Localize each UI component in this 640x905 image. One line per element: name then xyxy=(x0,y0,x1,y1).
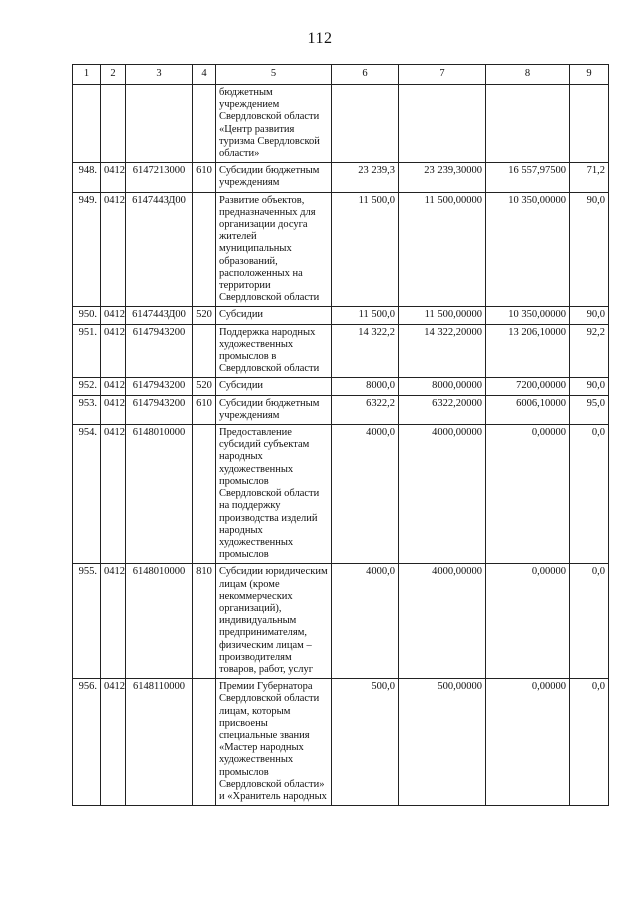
row-name: Предоставление субсидий субъектам народных художественных промыслов Свердловской области на поддержку производства изделий народных художественных промыслов xyxy=(216,425,332,564)
row-value-6: 14 322,2 xyxy=(332,324,399,378)
row-value-9: 0,0 xyxy=(570,679,609,806)
table-row xyxy=(73,85,609,163)
row-value-9: 0,0 xyxy=(570,564,609,679)
row-value-6: 4000,0 xyxy=(332,425,399,564)
table-row xyxy=(73,564,609,679)
row-name: Субсидии xyxy=(216,307,332,324)
row-value-7: 6322,20000 xyxy=(399,395,486,424)
row-value-7: 11 500,00000 xyxy=(399,192,486,307)
row-value-6: 23 239,3 xyxy=(332,163,399,192)
header-col-3: 3 xyxy=(126,65,193,85)
row-value-9: 90,0 xyxy=(570,192,609,307)
row-value-8: 6006,10000 xyxy=(486,395,570,424)
row-value-6: 11 500,0 xyxy=(332,192,399,307)
row-expense-type: 520 xyxy=(193,378,216,395)
row-value-8: 7200,00000 xyxy=(486,378,570,395)
row-number: 951. xyxy=(73,324,101,378)
row-value-7: 23 239,30000 xyxy=(399,163,486,192)
row-value-6: 4000,0 xyxy=(332,564,399,679)
table-row xyxy=(73,307,609,324)
row-number: 954. xyxy=(73,425,101,564)
header-col-9: 9 xyxy=(570,65,609,85)
row-value-7: 14 322,20000 xyxy=(399,324,486,378)
header-col-1: 1 xyxy=(73,65,101,85)
row-section: 0412 xyxy=(101,564,126,679)
row-value-9: 90,0 xyxy=(570,307,609,324)
row-section: 0412 xyxy=(101,192,126,307)
row-value-9: 92,2 xyxy=(570,324,609,378)
row-value-8: 16 557,97500 xyxy=(486,163,570,192)
row-value-8: 13 206,10000 xyxy=(486,324,570,378)
header-col-2: 2 xyxy=(101,65,126,85)
row-section: 0412 xyxy=(101,324,126,378)
row-expense-type: 610 xyxy=(193,395,216,424)
row-value-8: 0,00000 xyxy=(486,679,570,806)
row-value-7: 11 500,00000 xyxy=(399,307,486,324)
header-col-8: 8 xyxy=(486,65,570,85)
row-number: 949. xyxy=(73,192,101,307)
table-row xyxy=(73,163,609,192)
row-number: 953. xyxy=(73,395,101,424)
row-number: 955. xyxy=(73,564,101,679)
page-number: 112 xyxy=(307,30,333,47)
row-expense-type xyxy=(193,679,216,806)
row-value-9 xyxy=(570,85,609,163)
row-value-7: 500,00000 xyxy=(399,679,486,806)
row-number: 948. xyxy=(73,163,101,192)
row-value-6: 6322,2 xyxy=(332,395,399,424)
row-value-7 xyxy=(399,85,486,163)
row-name: Субсидии юридическим лицам (кроме некоммерческих организаций), индивидуальным предпринимателям, физическим лицам – производителям товаров, работ, услуг xyxy=(216,564,332,679)
row-code: 6148010000 xyxy=(126,425,193,564)
row-number: 950. xyxy=(73,307,101,324)
header-col-5: 5 xyxy=(216,65,332,85)
row-value-9: 95,0 xyxy=(570,395,609,424)
row-code: 6148010000 xyxy=(126,564,193,679)
row-expense-type xyxy=(193,85,216,163)
row-code: 614744ЗД00 xyxy=(126,192,193,307)
row-value-7: 8000,00000 xyxy=(399,378,486,395)
header-col-7: 7 xyxy=(399,65,486,85)
row-value-7: 4000,00000 xyxy=(399,564,486,679)
row-section: 0412 xyxy=(101,307,126,324)
row-section xyxy=(101,85,126,163)
row-number xyxy=(73,85,101,163)
table-row xyxy=(73,395,609,424)
header-row xyxy=(73,65,609,85)
row-value-8: 10 350,00000 xyxy=(486,192,570,307)
row-name: Субсидии бюджетным учреждениям xyxy=(216,163,332,192)
row-expense-type xyxy=(193,192,216,307)
row-section: 0412 xyxy=(101,163,126,192)
row-code: 6148110000 xyxy=(126,679,193,806)
row-expense-type xyxy=(193,425,216,564)
row-name: Поддержка народных художественных промыслов в Свердловской области xyxy=(216,324,332,378)
row-section: 0412 xyxy=(101,395,126,424)
row-value-6: 500,0 xyxy=(332,679,399,806)
table-row xyxy=(73,679,609,806)
table-row xyxy=(73,192,609,307)
row-value-6: 11 500,0 xyxy=(332,307,399,324)
table-row xyxy=(73,378,609,395)
row-value-8: 10 350,00000 xyxy=(486,307,570,324)
table-row xyxy=(73,324,609,378)
row-name: Субсидии xyxy=(216,378,332,395)
row-code: 6147943200 xyxy=(126,324,193,378)
row-value-7: 4000,00000 xyxy=(399,425,486,564)
row-expense-type xyxy=(193,324,216,378)
row-code xyxy=(126,85,193,163)
row-number: 956. xyxy=(73,679,101,806)
budget-table xyxy=(72,64,609,806)
row-name: Субсидии бюджетным учреждениям xyxy=(216,395,332,424)
header-col-6: 6 xyxy=(332,65,399,85)
table-row xyxy=(73,425,609,564)
row-name: Премии Губернатора Свердловской области лицам, которым присвоены специальные звания «Мастер народных художественных промыслов Свердловской области» и «Хранитель народных xyxy=(216,679,332,806)
row-value-6 xyxy=(332,85,399,163)
row-code: 6147213000 xyxy=(126,163,193,192)
row-name: Развитие объектов, предназначенных для организации досуга жителей муниципальных образований, расположенных на территории Свердловской области xyxy=(216,192,332,307)
row-value-8: 0,00000 xyxy=(486,425,570,564)
row-value-9: 71,2 xyxy=(570,163,609,192)
row-value-9: 90,0 xyxy=(570,378,609,395)
row-expense-type: 520 xyxy=(193,307,216,324)
row-value-9: 0,0 xyxy=(570,425,609,564)
row-expense-type: 810 xyxy=(193,564,216,679)
row-section: 0412 xyxy=(101,425,126,564)
header-col-4: 4 xyxy=(193,65,216,85)
row-value-8 xyxy=(486,85,570,163)
row-name: бюджетным учреждением Свердловской области «Центр развития туризма Свердловской области» xyxy=(216,85,332,163)
row-section: 0412 xyxy=(101,378,126,395)
row-code: 614744ЗД00 xyxy=(126,307,193,324)
row-value-6: 8000,0 xyxy=(332,378,399,395)
row-expense-type: 610 xyxy=(193,163,216,192)
row-code: 6147943200 xyxy=(126,378,193,395)
row-value-8: 0,00000 xyxy=(486,564,570,679)
row-section: 0412 xyxy=(101,679,126,806)
row-number: 952. xyxy=(73,378,101,395)
row-code: 6147943200 xyxy=(126,395,193,424)
